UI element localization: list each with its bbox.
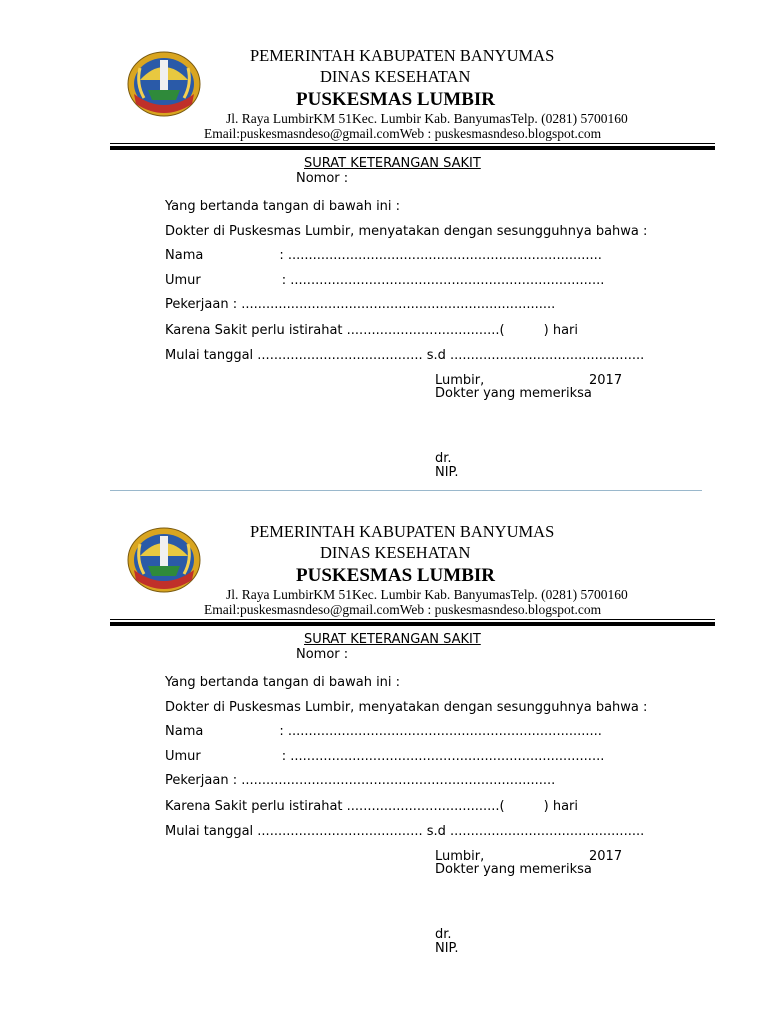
document-title: SURAT KETERANGAN SAKIT	[304, 632, 481, 647]
intro-line: Yang bertanda tangan di bawah ini :	[165, 675, 401, 690]
header-rule-thick	[110, 146, 715, 150]
header-clinic-name: PUSKESMAS LUMBIR	[296, 565, 495, 586]
signature-place: Lumbir,	[435, 849, 485, 864]
name-label: Nama	[165, 724, 204, 739]
start-date-row: Mulai tanggal ........................................ s.d ...............................................	[165, 348, 645, 363]
header-address: Jl. Raya LumbirKM 51Kec. Lumbir Kab. BanyumasTelp. (0281) 5700160	[226, 111, 628, 126]
examining-doctor-label: Dokter yang memeriksa	[435, 386, 592, 401]
header-department: DINAS KESEHATAN	[320, 67, 471, 86]
rest-days-unit: ) hari	[543, 799, 579, 814]
doctor-name-field: dr.	[435, 451, 452, 466]
doctor-nip-field: NIP.	[435, 941, 459, 956]
rest-days-text: Karena Sakit perlu istirahat .....................................(	[165, 799, 505, 814]
start-date-row: Mulai tanggal ........................................ s.d ...............................................	[165, 824, 645, 839]
age-field: : ............................................................................	[281, 273, 605, 288]
occupation-row: Pekerjaan : ............................................................................	[165, 773, 556, 788]
sick-certificate-letter	[0, 0, 768, 480]
header-email-web: Email:puskesmasndeso@gmail.comWeb : puskesmasndeso.blogspot.com	[204, 602, 602, 617]
regency-emblem-icon	[126, 526, 202, 594]
regency-emblem-icon	[126, 50, 202, 118]
signature-year: 2017	[589, 849, 623, 864]
age-field: : ............................................................................	[281, 749, 605, 764]
header-department: DINAS KESEHATAN	[320, 543, 471, 562]
doctor-nip-field: NIP.	[435, 465, 459, 480]
document-title: SURAT KETERANGAN SAKIT	[304, 156, 481, 171]
header-email-web: Email:puskesmasndeso@gmail.comWeb : puskesmasndeso.blogspot.com	[204, 126, 602, 141]
rest-days-text: Karena Sakit perlu istirahat .....................................(	[165, 323, 505, 338]
rest-days-row	[165, 323, 578, 338]
rest-days-row	[165, 799, 578, 814]
header-government: PEMERINTAH KABUPATEN BANYUMAS	[250, 46, 555, 65]
header-rule-thick	[110, 622, 715, 626]
statement-line: Dokter di Puskesmas Lumbir, menyatakan dengan sesungguhnya bahwa :	[165, 700, 648, 715]
name-field: : ............................................................................	[279, 248, 602, 263]
header-rule-thin	[110, 143, 715, 144]
rest-days-unit: ) hari	[543, 323, 579, 338]
header-address: Jl. Raya LumbirKM 51Kec. Lumbir Kab. BanyumasTelp. (0281) 5700160	[226, 587, 628, 602]
intro-line: Yang bertanda tangan di bawah ini :	[165, 199, 401, 214]
name-row	[165, 724, 602, 739]
signature-year: 2017	[589, 373, 623, 388]
header-clinic-name: PUSKESMAS LUMBIR	[296, 89, 495, 110]
age-row	[165, 273, 604, 288]
name-label: Nama	[165, 248, 204, 263]
age-row	[165, 749, 604, 764]
header-government: PEMERINTAH KABUPATEN BANYUMAS	[250, 522, 555, 541]
header-rule-thin	[110, 619, 715, 620]
age-label: Umur	[165, 749, 201, 764]
doctor-name-field: dr.	[435, 927, 452, 942]
occupation-row: Pekerjaan : ............................................................................	[165, 297, 556, 312]
signature-place: Lumbir,	[435, 373, 485, 388]
age-label: Umur	[165, 273, 201, 288]
name-field: : ............................................................................	[279, 724, 602, 739]
sick-certificate-letter	[0, 476, 768, 956]
examining-doctor-label: Dokter yang memeriksa	[435, 862, 592, 877]
document-number: Nomor :	[296, 171, 349, 186]
document-number: Nomor :	[296, 647, 349, 662]
name-row	[165, 248, 602, 263]
statement-line: Dokter di Puskesmas Lumbir, menyatakan dengan sesungguhnya bahwa :	[165, 224, 648, 239]
